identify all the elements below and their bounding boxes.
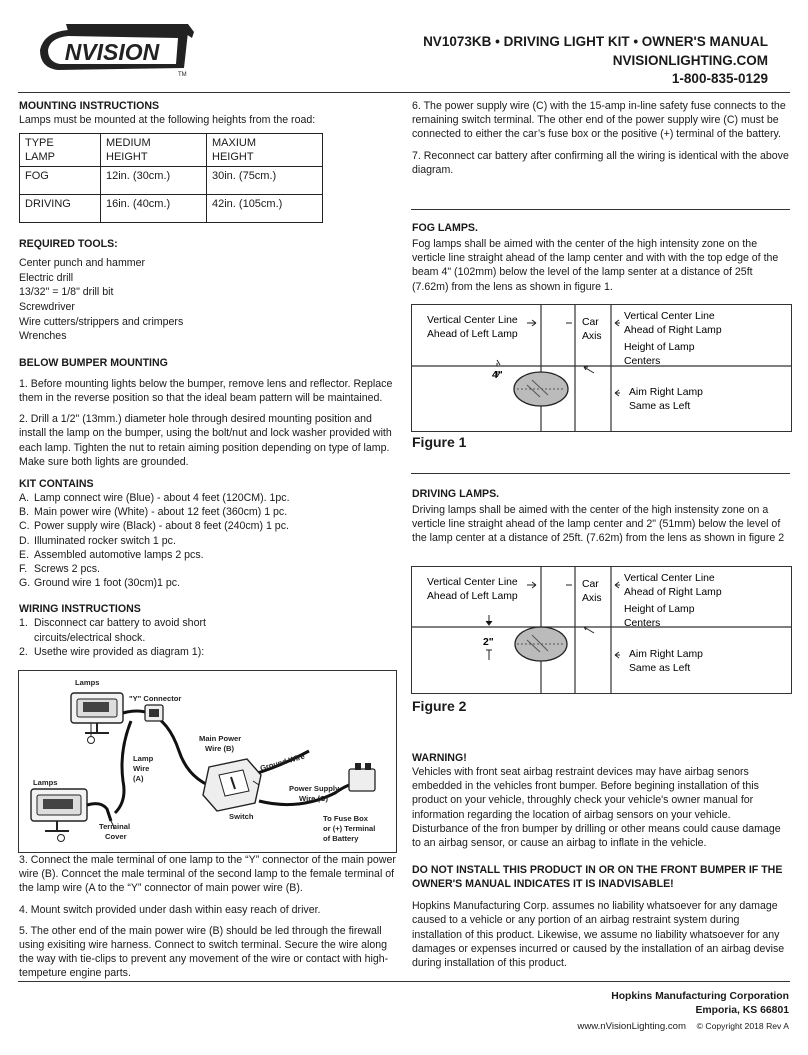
kit-heading: KIT CONTAINS <box>19 477 94 490</box>
kit-list <box>19 491 397 590</box>
wiring-steps-continued <box>19 853 397 981</box>
switch-icon <box>203 759 261 811</box>
fig1-height-2: Centers <box>624 356 661 367</box>
list-item: Electric drill <box>19 271 74 284</box>
list-item <box>19 519 397 533</box>
list-key: C. <box>19 520 30 533</box>
list-key: 1. <box>19 617 28 630</box>
fig1-vcl-right-2: Ahead of Right Lamp <box>624 325 722 336</box>
fig2-height-2: Centers <box>624 618 661 629</box>
figure-2 <box>411 566 792 694</box>
label-to-fuse-box: To Fuse Box <box>323 814 369 823</box>
fig2-axis: Axis <box>582 593 602 604</box>
fig2-vcl-left-1: Vertical Center Line <box>427 577 518 588</box>
label-of-battery: of Battery <box>323 834 359 843</box>
list-key: D. <box>19 534 30 547</box>
wiring-step-6: 6. The power supply wire (C) with the 15-amp in-line safety fuse connects to the remaining switch terminal. The other end of the power supply wire (C) must be connected to either the car’s fuse box or the positive (+) terminal of the battery. <box>412 100 786 141</box>
wiring-step-7: 7. Reconnect car battery after confirming all the wiring is identical with the above diagram. <box>412 149 789 176</box>
fig2-offset: 2" <box>483 637 494 648</box>
list-item <box>19 645 397 659</box>
label-wire-b: Wire (B) <box>205 744 235 753</box>
mounting-heading: MOUNTING INSTRUCTIONS <box>19 100 160 112</box>
svg-text:TM: TM <box>178 72 187 78</box>
warning-text: Vehicles with front seat airbag restraint devices may have airbag senors embedded in the vehicles front bumper. Before begining installation of this product on your vehicle, throughly check your vehicle's owner manual for information regarding the location of airbag sensors on your vehicle. Disturbance of the fron bumper by drilling or other means could cause damage to an airbag sensor, or cause an airbag to inflate in the vehicle. <box>412 766 781 850</box>
figure-1-graphic <box>412 305 791 431</box>
label-wire: Wire <box>133 764 150 773</box>
left-column <box>19 99 397 659</box>
fig2-aim-2: Same as Left <box>629 663 691 674</box>
figure-2-caption: Figure 2 <box>412 698 467 714</box>
list-text: Lamp connect wire (Blue) - about 4 feet (120CM). 1pc. <box>34 491 290 504</box>
list-key: E. <box>19 548 30 561</box>
list-item <box>19 616 397 644</box>
footer-website[interactable]: www.nVisionLighting.com <box>577 1021 686 1032</box>
table-cell: 12in. (30cm.) <box>101 167 207 195</box>
tools-list <box>19 256 397 344</box>
fog-heading: FOG LAMPS. <box>412 222 478 234</box>
warning-bold: DO NOT INSTALL THIS PRODUCT IN OR ON THE FRONT BUMPER IF THE OWNER'S MANUAL INDICATES IT IS INADVISABLE! <box>412 864 783 891</box>
fig1-aim-1: Aim Right Lamp <box>629 387 703 398</box>
figure-1-caption: Figure 1 <box>412 434 467 450</box>
fig2-car: Car <box>582 579 599 590</box>
list-key: F. <box>19 563 28 575</box>
table-row <box>20 134 323 167</box>
label-terminal: Terminal <box>99 822 131 831</box>
wiring-list <box>19 616 397 659</box>
battery-terminal-icon <box>349 763 375 791</box>
label-lamp: Lamp <box>133 754 154 763</box>
list-item: Wire cutters/strippers and crimpers <box>19 315 184 328</box>
list-key: A. <box>19 491 30 504</box>
fig1-height-1: Height of Lamp <box>624 342 695 353</box>
wiring-heading: WIRING INSTRUCTIONS <box>19 603 141 616</box>
table-cell: TYPE LAMP <box>20 134 101 167</box>
fig2-vcl-right-2: Ahead of Right Lamp <box>624 587 722 598</box>
table-cell: 30in. (75cm.) <box>207 167 323 195</box>
svg-text:NVISION: NVISION <box>64 39 160 65</box>
header-block <box>298 33 768 89</box>
fog-text: Fog lamps shall be aimed with the center of the high intensity zone on the verticle line straight ahead of the lamp center and with with the top edge of the beam 4" (102mm) below the level of the lamp senter at a distance of 25ft (7.62m) from the lens as shown in figure 1. <box>412 238 779 293</box>
figure-1 <box>411 304 792 432</box>
fig1-vcl-left-2: Ahead of Left Lamp <box>427 329 518 340</box>
warning-section <box>412 751 790 970</box>
table-cell: FOG <box>20 167 101 195</box>
label-y-connector: "Y" Connector <box>129 694 182 703</box>
fig1-car: Car <box>582 317 599 328</box>
list-item <box>19 534 397 548</box>
table-cell: 16in. (40cm.) <box>101 195 207 223</box>
list-text: Ground wire 1 foot (30cm)1 pc. <box>34 577 181 590</box>
list-item <box>19 491 397 505</box>
label-a: (A) <box>133 774 144 783</box>
list-item: Screwdriver <box>19 300 75 313</box>
brand-logo <box>38 20 198 80</box>
footer-company-block <box>611 990 789 1017</box>
label-ground-wire: Ground Wire <box>259 751 306 773</box>
wiring-step-5: 5. The other end of the main power wire (B) should be led through the firewall using exisiting wire harness. Connect to switch terminal. Secure the wire along the way with tie-clips to prevent any movement of the wire or contact with high-tempeture engine parts. <box>19 924 389 980</box>
label-wire-c: Wire (C) <box>299 794 329 803</box>
right-column-top <box>412 99 790 177</box>
footer-company: Hopkins Manufacturing Corporation <box>611 991 789 1002</box>
lamp-left-icon <box>31 789 87 842</box>
driving-rule <box>411 473 790 474</box>
header-phone: 1-800-835-0129 <box>671 71 768 86</box>
fig1-offset: 4" <box>492 370 503 381</box>
list-item: Wrenches <box>19 330 67 343</box>
label-switch: Switch <box>229 812 254 821</box>
footer-copyright: © Copyright 2018 Rev A <box>696 1021 789 1031</box>
table-cell: MAXIUM HEIGHT <box>207 134 323 167</box>
fog-section <box>412 221 790 294</box>
table-row <box>20 195 323 223</box>
table-cell: 42in. (105cm.) <box>207 195 323 223</box>
header-rule <box>18 92 790 93</box>
y-connector-icon <box>145 705 163 721</box>
list-text: Assembled automotive lamps 2 pcs. <box>34 548 204 561</box>
fig1-axis: Axis <box>582 331 602 342</box>
list-text: Main power wire (White) - about 12 feet (360cm) 1 pc. <box>34 506 288 519</box>
list-item: Center punch and hammer <box>19 257 146 270</box>
figure-2-graphic <box>412 567 791 693</box>
driving-section <box>412 487 790 546</box>
tools-heading: REQUIRED TOOLS: <box>19 238 118 251</box>
list-item <box>19 562 397 576</box>
manual-title: NV1073KB • DRIVING LIGHT KIT • OWNER'S MANUAL <box>423 34 768 49</box>
label-or-terminal: or (+) Terminal <box>323 824 376 833</box>
wiring-step-4: 4. Mount switch provided under dash within easy reach of driver. <box>19 903 321 916</box>
list-text: Disconnect car battery to avoid short circuits/electrical shock. <box>34 617 206 644</box>
list-text: Illuminated rocker switch 1 pc. <box>34 534 176 547</box>
wiring-diagram <box>18 670 397 853</box>
list-item <box>19 505 397 519</box>
nvision-logo-graphic <box>38 20 198 80</box>
list-item: 13/32" = 1/8" drill bit <box>19 286 114 299</box>
list-text: Screws 2 pcs. <box>34 563 100 575</box>
mounting-height-table <box>19 133 323 223</box>
footer-links <box>577 1021 789 1032</box>
list-key: 2. <box>19 645 28 658</box>
list-text: Usethe wire provided as diagram 1): <box>34 645 205 658</box>
below-bumper-step-1: 1. Before mounting lights below the bumper, remove lens and reflector. Replace them in the reverse position so that the ideal beam pattern will be maintained. <box>19 377 393 404</box>
table-cell: DRIVING <box>20 195 101 223</box>
driving-heading: DRIVING LAMPS. <box>412 488 500 500</box>
fig2-vcl-right-1: Vertical Center Line <box>624 573 715 584</box>
list-key: B. <box>19 506 30 519</box>
label-main-power: Main Power <box>199 734 242 743</box>
fig2-aim-1: Aim Right Lamp <box>629 649 703 660</box>
list-text: Power supply wire (Black) - about 8 feet (240cm) 1 pc. <box>34 520 289 533</box>
below-bumper-heading: BELOW BUMPER MOUNTING <box>19 356 168 369</box>
lamp-top-icon <box>71 693 123 744</box>
fog-rule <box>411 209 790 210</box>
driving-text: Driving lamps shall be aimed with the center of the high instensity zone on a verticle line straight ahead of the lamp center and 2" (51mm) below the level of the lamp center at a distance of 25ft. (7.62m) from the lens as shown in figure 2 <box>412 504 785 545</box>
table-cell: MEDIUM HEIGHT <box>101 134 207 167</box>
list-item <box>19 576 397 590</box>
fig1-vcl-right-1: Vertical Center Line <box>624 311 715 322</box>
below-bumper-step-2: 2. Drill a 1/2" (13mm.) diameter hole through desired mounting position and install the lamp on the bumper, using the bolt/nut and lock washer provided with each lamp. Tighten the nut to retain aiming position depending on type of lamp. Make sure both lights are grounded. <box>19 413 392 468</box>
fig2-height-1: Height of Lamp <box>624 604 695 615</box>
fig1-vcl-left-1: Vertical Center Line <box>427 315 518 326</box>
footer-rule <box>18 981 790 982</box>
footer-city: Emporia, KS 66801 <box>695 1004 789 1016</box>
liability-text: Hopkins Manufacturing Corp. assumes no liability whatsoever for any damage caused to a vehicle or any portion of an airbag restraint system during installation of this product. Likewise, we assume no liability whatsoever for any damages or expenses incurred or caused by the installation of an airbag devise during installation of this product. <box>412 900 785 970</box>
warning-heading: WARNING! <box>412 752 467 764</box>
wiring-step-3: 3. Connect the male terminal of one lamp to the “Y” connector of the main power wire (B). Conncet the male terminal of the second lamp to the female terminal of the lamp wire (A to the “Y” connector of main power wire (B). <box>19 854 396 895</box>
label-lamps-left: Lamps <box>33 778 58 787</box>
header-website: NVISIONLIGHTING.COM <box>612 52 768 68</box>
table-row <box>20 167 323 195</box>
label-lamps-top: Lamps <box>75 678 100 687</box>
mounting-intro: Lamps must be mounted at the following heights from the road: <box>19 114 316 126</box>
wiring-diagram-graphic <box>19 671 396 852</box>
fig1-aim-2: Same as Left <box>629 401 691 412</box>
label-power-supply: Power Supply <box>289 784 340 793</box>
fig2-vcl-left-2: Ahead of Left Lamp <box>427 591 518 602</box>
list-item <box>19 548 397 562</box>
label-cover: Cover <box>105 832 127 841</box>
list-key: G. <box>19 577 31 590</box>
